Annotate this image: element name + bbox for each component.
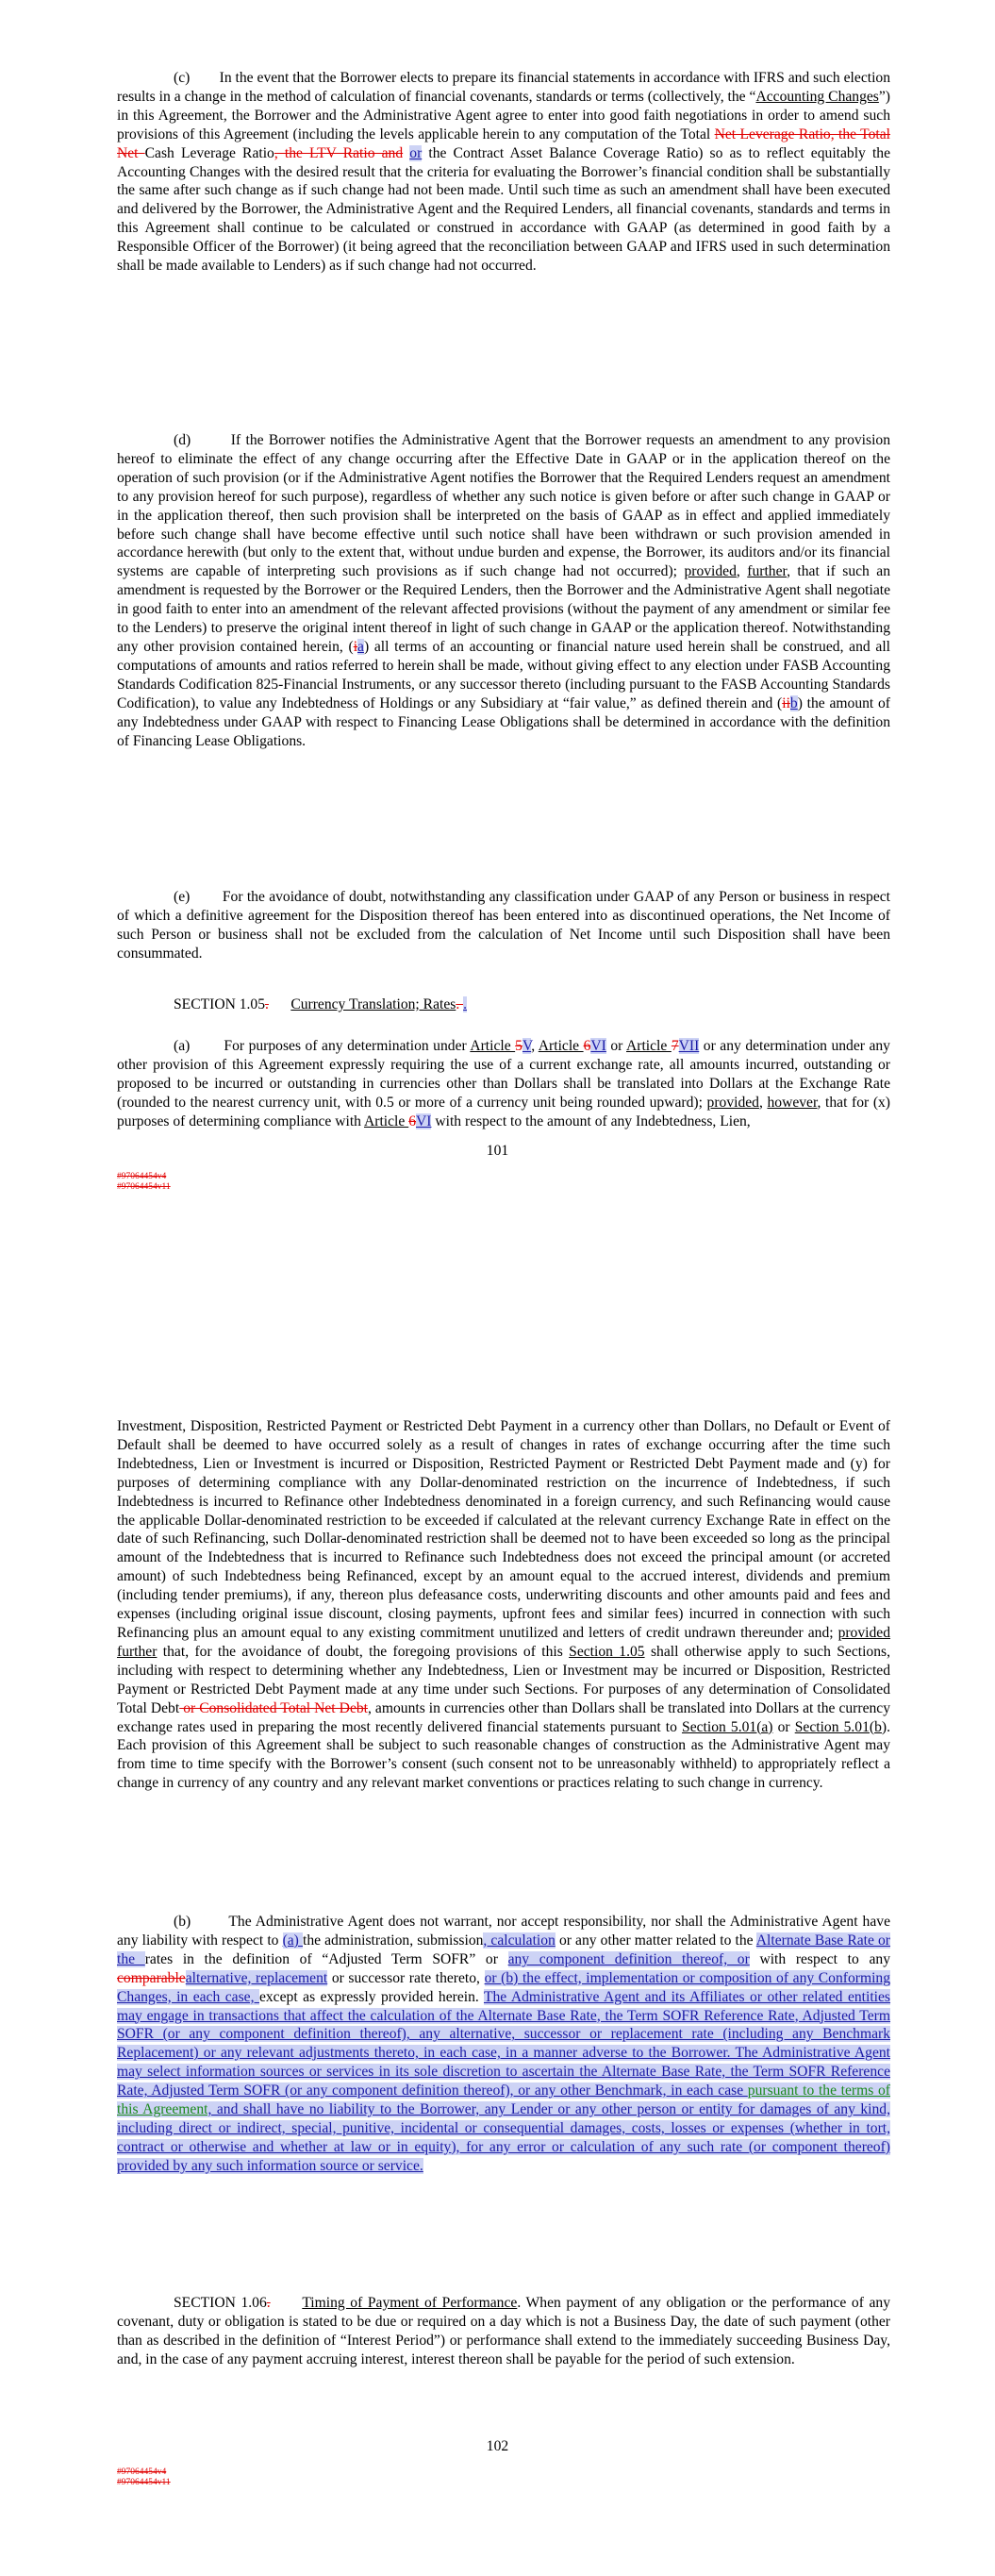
- inserted-text: Alternate Base Rate or the: [117, 1932, 890, 1967]
- underlined-term: further: [747, 563, 788, 580]
- underlined-term: further: [117, 1643, 158, 1660]
- inserted-text: VII: [678, 1038, 700, 1054]
- doc-id-footer: #97064454v11: [117, 2478, 171, 2487]
- inserted-text: The Administrative Agent and its Affiliates or other related entities may engage in transactions that affect the calculation of the Alternate Base Rate, the Term SOFR Reference Rate, Adjusted Term SOFR (or any component definition thereof), any alternative, successor or replacement rate (including any Benchmark Replacement) or any relevant adjustments thereto, in each case, in a manner adverse to the Borrower. The Administrative Agent may select information sources or services in its sole discretion to ascertain the Alternate Base Rate, the Term SOFR Reference Rate, Adjusted Term SOFR (or any component definition thereof), or any other Benchmark, in each case: [117, 1988, 891, 2099]
- deleted-text: ii: [782, 694, 790, 711]
- inserted-text: any component definition thereof, or: [507, 1950, 750, 1967]
- doc-id-footer: #97064454v11: [117, 1182, 171, 1192]
- deleted-text: 7: [671, 1038, 679, 1054]
- underlined-term: provided: [684, 563, 737, 580]
- deleted-text: 6: [408, 1112, 417, 1129]
- section-title: Currency Translation; Rates: [290, 996, 456, 1012]
- inserted-text: alternative, replacement: [185, 1969, 328, 1986]
- inserted-text: VI: [416, 1112, 432, 1129]
- moved-text: pursuant to the terms of this Agreement: [117, 2083, 890, 2118]
- deleted-text: .: [265, 996, 269, 1012]
- paragraph-c: (c) In the event that the Borrower elects to prepare its financial statements in accordance with IFRS and such election results in a change in the method of calculation of financial covenants, standards or terms (collectively, the “Accounting Changes”) in this Agreement, the Borrower and the Administrative Agent agree to enter into good faith negotiations in order to amend such provisions of this Agreement (including the levels applicable herein to any computation of the Total Net Leverage Ratio, the Total Net Cash Leverage Ratio, the LTV Ratio and or the Contract Asset Balance Coverage Ratio) so as to reflect equitably the Accounting Changes with the desired result that the criteria for evaluating the Borrower’s financial condition shall be substantially the same after such change as if such change had not been made. Until such time as such an amendment shall have been executed and delivered by the Borrower, the Administrative Agent and the Required Lenders, all financial covenants, standards and terms in this Agreement shall continue to be calculated or construed in accordance with GAAP (as determined in good faith by a Responsible Officer of the Borrower) (it being agreed that the reconciliation between GAAP and IFRS used in such determination shall be made available to Lenders) as if such change had not occurred.: [117, 70, 891, 275]
- inserted-text: a: [357, 638, 364, 655]
- deleted-text: comparable: [117, 1969, 186, 1986]
- inserted-text: b: [789, 694, 798, 711]
- section-reference: Section 5.01(a): [682, 1718, 773, 1735]
- page-number: 102: [486, 2438, 509, 2454]
- page-number: 101: [486, 1143, 509, 1159]
- section-1-06-paragraph: SECTION 1.06. Timing of Payment of Performance. When payment of any obligation or the performance of any covenant, duty or obligation is stated to be due or required on a day which is not a Business Day, the date of such payment (other than as described in the definition of “Interest Period”) or performance shall extend to the immediately succeeding Business Day, and, in the case of any payment accruing interest, interest thereon shall be payable for the period of such extension.: [117, 2295, 891, 2367]
- defined-term: Accounting Changes: [755, 88, 879, 105]
- inserted-text: .: [463, 996, 468, 1012]
- paragraph-e: (e) For the avoidance of doubt, notwithstanding any classification under GAAP of any Person or business in respect of which a definitive agreement for the Disposition thereof has been entered into as discontinued operations, the Net Income of such Person or business shall not be excluded from the calculation of Net Income until such Disposition shall have been consummated.: [117, 889, 890, 962]
- inserted-text: or: [409, 144, 423, 161]
- underlined-term: provided: [706, 1094, 759, 1111]
- section-reference: Section 1.05: [569, 1643, 645, 1660]
- deleted-text: i: [353, 638, 358, 655]
- section-1-05-heading: SECTION 1.05. Currency Translation; Rates. .: [174, 996, 468, 1012]
- underlined-term: however: [767, 1094, 818, 1111]
- deleted-text: or Consolidated Total Net Debt: [179, 1699, 368, 1716]
- inserted-text: V: [522, 1038, 532, 1054]
- inserted-text: (a): [282, 1932, 303, 1949]
- deleted-text: 6: [583, 1038, 591, 1054]
- paragraph-a-continued: Investment, Disposition, Restricted Payment or Restricted Debt Payment in a currency other than Dollars, no Default or Event of Default shall be deemed to have occurred solely as a result of changes in rates of exchange occurring after the time such Indebtedness, Lien or Investment is incurred or Disposition, Restricted Payment or Restricted Debt Payment made and (y) for purposes of determining compliance with any Dollar-denominated restriction on the incurrence of Indebtedness, if such Indebtedness is incurred to Refinance other Indebtedness denominated in a foreign currency, and such Refinancing would cause the applicable Dollar-denominated restriction to be exceeded if calculated at the relevant currency Exchange Rate in effect on the date of such Refinancing, such Dollar-denominated restriction shall be deemed not to have been exceeded so long as the principal amount of the Indebtedness that is incurred to Refinance such Indebtedness does not exceed the principal amount (or accreted amount) of such Indebtedness being Refinanced, except by an amount equal to the accrued interest, dividends and premium (including tender premiums), if any, thereon plus defeasance costs, underwriting discounts and other amounts paid and fees and expenses (including original issue discount, closing payments, upfront fees and similar fees) incurred in connection with such Refinancing plus an amount equal to any existing commitment unutilized and letters of credit undrawn thereunder and; provided further that, for the avoidance of doubt, the foregoing provisions of this Section 1.05 shall otherwise apply to such Sections, including with respect to determining whether any Indebtedness, Lien or Investment may be incurred or Disposition, Restricted Payment or Restricted Debt Payment made at any time under such Sections. For purposes of any determination of Consolidated Total Debt or Consolidated Total Net Debt, amounts in currencies other than Dollars shall be translated into Dollars at the currency exchange rates used in preparing the most recently delivered financial statements pursuant to Section 5.01(a) or Section 5.01(b). Each provision of this Agreement shall be subject to such reasonable changes of construction as the Administrative Agent may from time to time specify with the Borrower’s consent (such consent not to be unreasonably withheld) to appropriately reflect a change in currency of any country and any relevant market conventions or practices relating to such change in currency.: [117, 1418, 891, 1792]
- deleted-text: .: [456, 996, 464, 1012]
- paragraph-a: (a) For purposes of any determination under Article 5V, Article 6VI or Article 7VII or any determination under any other provision of this Agreement expressly requiring the use of a current exchange rate, all amounts incurred, outstanding or proposed to be incurred or outstanding in currencies other than Dollars shall be translated into Dollars at the Exchange Rate (rounded to the nearest currency unit, with 0.5 or more of a currency unit being rounded upward); provided, however, that for (x) purposes of determining compliance with Article 6VI with respect to the amount of any Indebtedness, Lien,: [117, 1038, 890, 1129]
- deleted-text: Net Leverage Ratio, the Total Net: [117, 125, 890, 161]
- paragraph-d: (d) If the Borrower notifies the Administrative Agent that the Borrower requests an amendment to any provision hereof to eliminate the effect of any change occurring after the Effective Date in GAAP or in the application thereof on the operation of such provision (or if the Administrative Agent notifies the Borrower that the Required Lenders request an amendment to any provision hereof for such purpose), regardless of whether any such notice is given before or after such change in GAAP or in the application thereof, then such provision shall be interpreted on the basis of GAAP as in effect and applied immediately before such change shall have become effective until such notice shall have been withdrawn or such provision amended in accordance herewith (but only to the extent that, without undue burden and expense, the Borrower, its auditors and/or its financial systems are capable of interpreting such provisions as if such change had not occurred); provided, further, that if such an amendment is requested by the Borrower or the Required Lenders, then the Borrower and the Administrative Agent shall negotiate in good faith to enter into an amendment of the relevant affected provisions (without the payment of any amendment or similar fee to the Lenders) to preserve the original intent thereof in light of such change in GAAP or the application thereof. Notwithstanding any other provision contained herein, (ia) all terms of an accounting or financial nature used herein shall be construed, and all computations of amounts and ratios referred to herein shall be made, without giving effect to any election under FASB Accounting Standards Codification 825-Financial Instruments, or any successor thereto (including pursuant to the FASB Accounting Standards Codification), to value any Indebtedness of Holdings or any Subsidiary at “fair value,” as defined therein and (iib) the amount of any Indebtedness under GAAP with respect to Financing Lease Obligations shall be determined in accordance with the definition of Financing Lease Obligations.: [117, 432, 891, 749]
- underlined-term: provided: [837, 1624, 890, 1641]
- inserted-text: VI: [590, 1038, 606, 1054]
- section-title: Timing of Payment of Performance: [302, 2295, 518, 2311]
- doc-id-footer: #97064454v4: [117, 1172, 167, 1181]
- paragraph-b: (b) The Administrative Agent does not warrant, nor accept responsibility, nor shall the Administrative Agent have any liability with respect to (a) the administration, submission, calculation or any other matter related to the Alternate Base Rate or the rates in the definition of “Adjusted Term SOFR” or any component definition thereof, or with respect to any comparablealternative, replacement or successor rate thereto, or (b) the effect, implementation or composition of any Conforming Changes, in each case, except as expressly provided herein. The Administrative Agent and its Affiliates or other related entities may engage in transactions that affect the calculation of the Alternate Base Rate, the Term SOFR Reference Rate, Adjusted Term SOFR (or any component definition thereof), any alternative, successor or replacement rate (including any Benchmark Replacement) or any relevant adjustments thereto, in each case, in a manner adverse to the Borrower. The Administrative Agent may select information sources or services in its sole discretion to ascertain the Alternate Base Rate, the Term SOFR Reference Rate, Adjusted Term SOFR (or any component definition thereof), or any other Benchmark, in each case pursuant to the terms of this Agreement, and shall have no liability to the Borrower, any Lender or any other person or entity for damages of any kind, including direct or indirect, special, punitive, incidental or consequential damages, costs, losses or expenses (whether in tort, contract or otherwise and whether at law or in equity), for any error or calculation of any such rate (or component thereof) provided by any such information source or service.: [117, 1914, 891, 2174]
- inserted-text: , and shall have no liability to the Borrower, any Lender or any other person or entity for damages of any kind, including direct or indirect, special, punitive, incidental or consequential damages, costs, losses or expenses (whether in tort, contract or otherwise and whether at law or in equity), for any error or calculation of any such rate (or component thereof) provided by any such information source or service.: [117, 2101, 891, 2174]
- inserted-text: , calculation: [483, 1932, 556, 1949]
- section-reference: Section 5.01(b): [794, 1718, 887, 1735]
- inserted-text: or (b) the effect, implementation or composition of any Conforming Changes, in each case,: [117, 1969, 890, 2005]
- deleted-text: 5: [515, 1038, 522, 1054]
- doc-id-footer: #97064454v4: [117, 2467, 167, 2477]
- deleted-text: .: [266, 2295, 271, 2311]
- deleted-text: , the LTV Ratio and: [274, 144, 404, 161]
